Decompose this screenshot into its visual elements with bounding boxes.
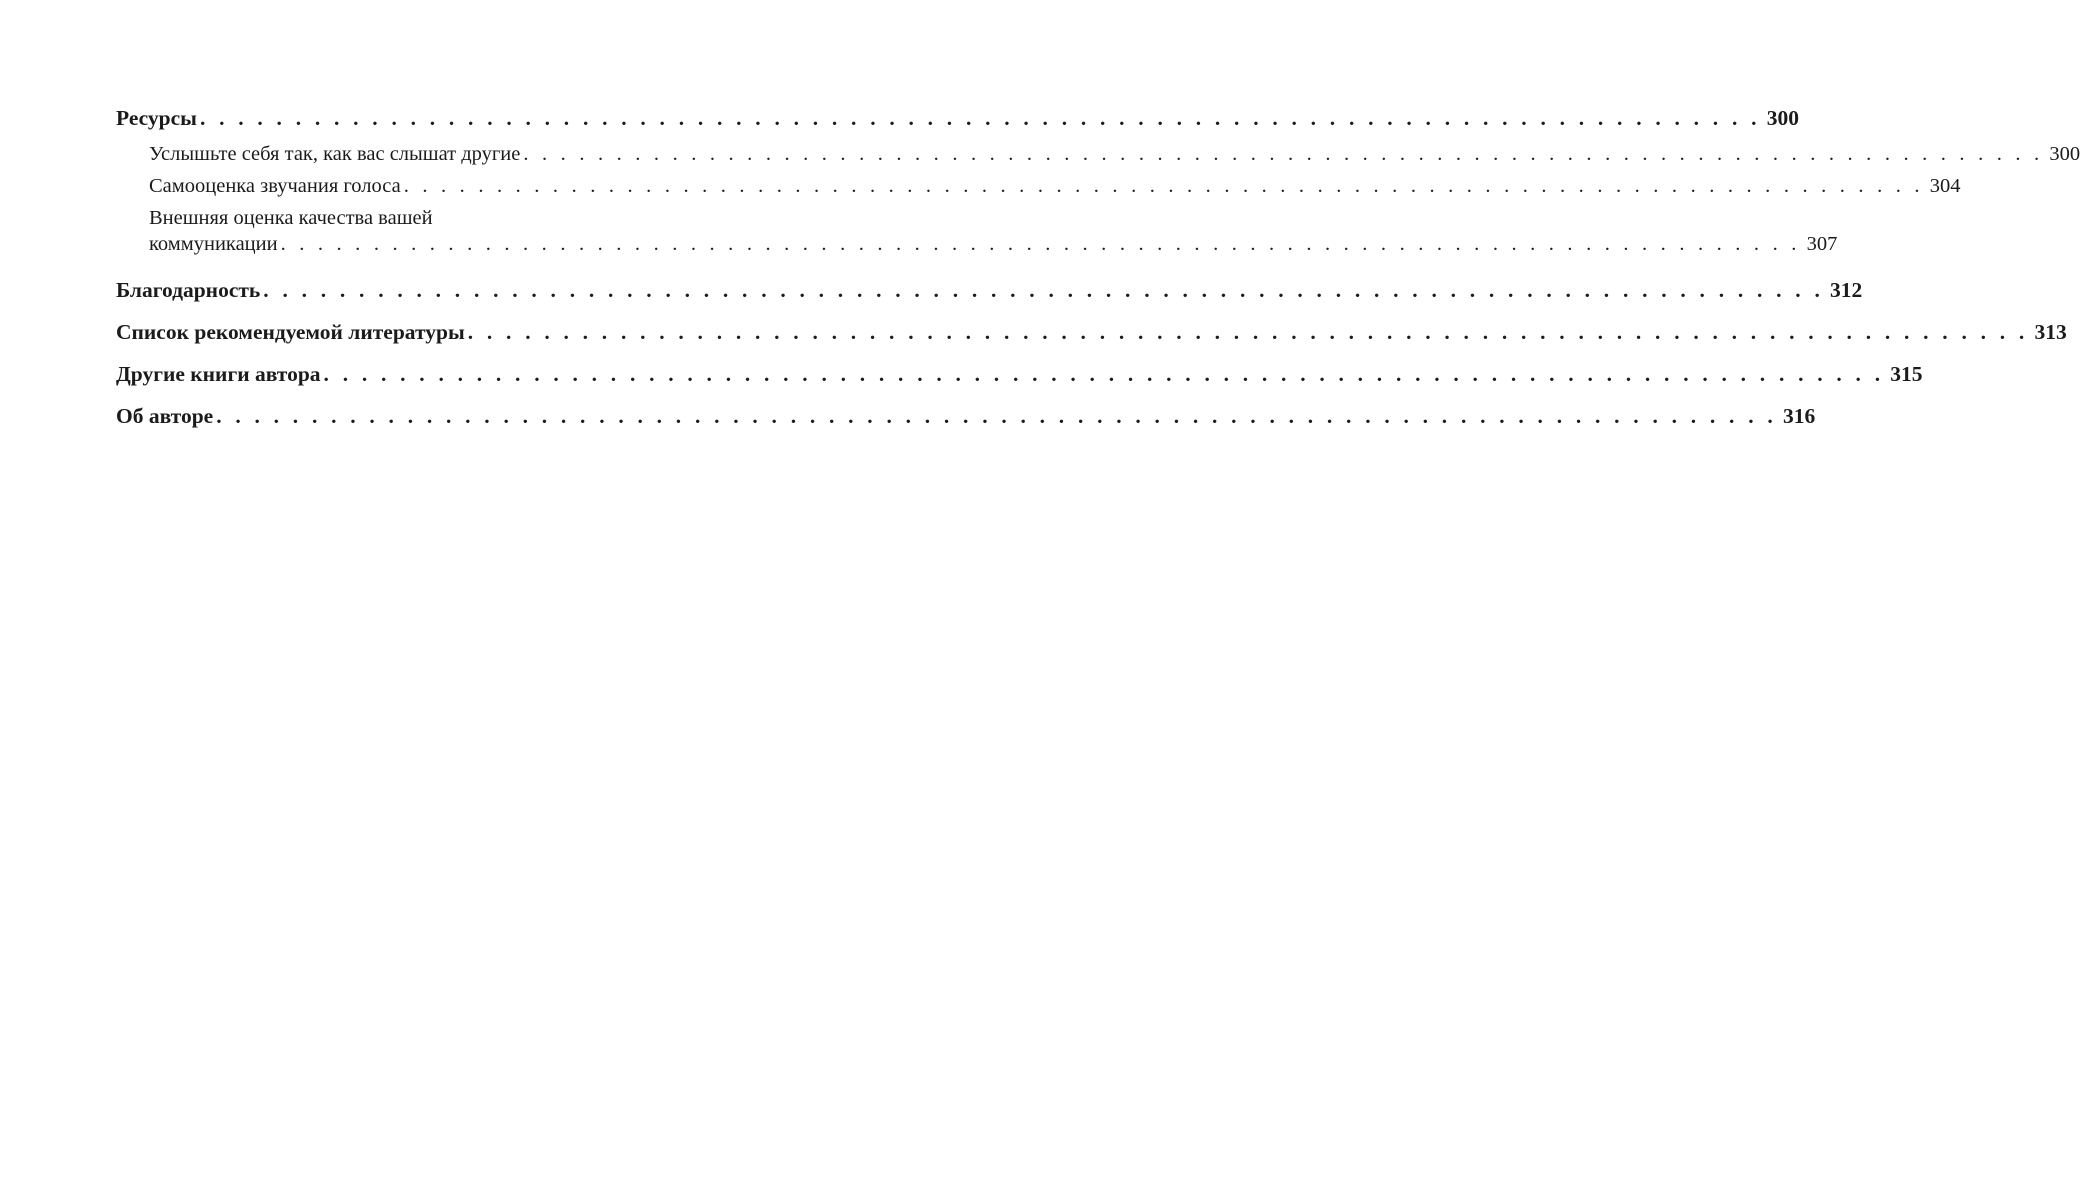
toc-entry-label-line2: коммуникации	[149, 233, 278, 255]
toc-entry-label-line1: Внешняя оценка качества вашей	[149, 207, 433, 229]
toc-entry-label: Список рекомендуемой литературы	[116, 320, 465, 344]
toc-entry-recommended-literature[interactable]	[116, 319, 2067, 345]
dot-leader: . . . . . . . . . . . . . . . . . . . . . . . . . . . . . . . . . . . . . . . . . . . . . . . . . . . . . . . . . . . . . . . . . . . . . . . . . . . . . . . . . .	[280, 233, 1801, 255]
toc-page-number: 300	[1766, 106, 1799, 130]
dot-leader: . . . . . . . . . . . . . . . . . . . . . . . . . . . . . . . . . . . . . . . . . . . . . . . . . . . . . . . . . . . . . . . . . . . . . . . . . . . . . . . . . .	[403, 175, 1924, 197]
toc-page-number: 313	[2034, 320, 2067, 344]
toc-page-number: 312	[1830, 278, 1863, 302]
toc-entry-label: Благодарность	[116, 278, 261, 302]
dot-leader: . . . . . . . . . . . . . . . . . . . . . . . . . . . . . . . . . . . . . . . . . . . . . . . . . . . . . . . . . . . . . . . . . . . . . . . . . . . . . . . . . .	[523, 143, 2044, 165]
toc-entry-label: Услышьте себя так, как вас слышат другие	[149, 143, 521, 165]
table-of-contents	[116, 100, 2080, 429]
toc-page-number: 304	[1929, 175, 1961, 197]
dot-leader: . . . . . . . . . . . . . . . . . . . . . . . . . . . . . . . . . . . . . . . . . . . . . . . . . . . . . . . . . . . . . . . . . . . . . . . . . . . . . . . . . .	[323, 362, 1885, 386]
toc-entry-external-assessment[interactable]	[116, 205, 1838, 257]
toc-entry-hear-yourself[interactable]	[116, 141, 2080, 167]
dot-leader: . . . . . . . . . . . . . . . . . . . . . . . . . . . . . . . . . . . . . . . . . . . . . . . . . . . . . . . . . . . . . . . . . . . . . . . . . . . . . . . . . .	[216, 404, 1777, 428]
toc-entry-other-books[interactable]	[116, 361, 1923, 387]
toc-page-number: 300	[2049, 143, 2080, 165]
dot-leader: . . . . . . . . . . . . . . . . . . . . . . . . . . . . . . . . . . . . . . . . . . . . . . . . . . . . . . . . . . . . . . . . . . . . . . . . . . . . . . . . . .	[199, 106, 1761, 130]
toc-entry-acknowledgements[interactable]	[116, 277, 1863, 303]
toc-page-number: 307	[1806, 233, 1838, 255]
toc-entry-label: Об авторе	[116, 404, 214, 428]
toc-entry-self-assessment[interactable]	[116, 173, 1961, 199]
toc-entry-label: Другие книги автора	[116, 362, 321, 386]
toc-entry-label: Ресурсы	[116, 106, 197, 130]
toc-entry-resources[interactable]	[116, 105, 1799, 131]
dot-leader: . . . . . . . . . . . . . . . . . . . . . . . . . . . . . . . . . . . . . . . . . . . . . . . . . . . . . . . . . . . . . . . . . . . . . . . . . . . . . . . . . .	[263, 278, 1825, 302]
toc-entry-about-author[interactable]	[116, 403, 1816, 429]
dot-leader: . . . . . . . . . . . . . . . . . . . . . . . . . . . . . . . . . . . . . . . . . . . . . . . . . . . . . . . . . . . . . . . . . . . . . . . . . . . . . . . . . .	[467, 320, 2029, 344]
toc-page-number: 316	[1782, 404, 1816, 428]
toc-entry-label: Самооценка звучания голоса	[149, 175, 401, 197]
toc-page-number: 315	[1890, 362, 1923, 386]
